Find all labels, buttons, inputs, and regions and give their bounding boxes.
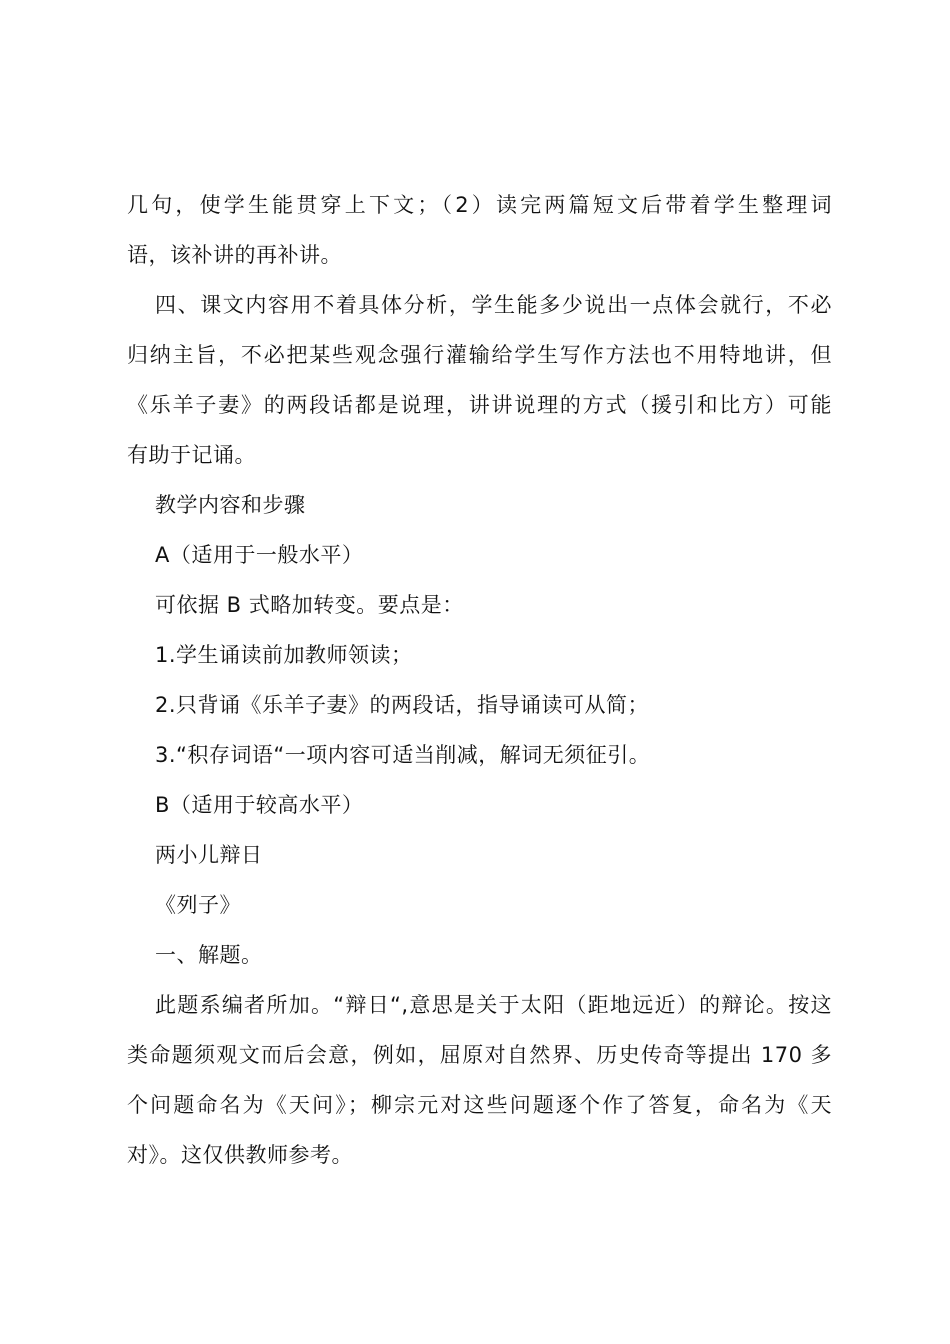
paragraph-line: 几句，使学生能贯穿上下文；（2）读完两篇短文后带着学生整理词 xyxy=(127,193,832,217)
paragraph-line: 对》。这仅供教师参考。 xyxy=(127,1143,353,1167)
paragraph-line: 《乐羊子妻》的两段话都是说理，讲讲说理的方式（援引和比方）可能 xyxy=(127,393,832,417)
lesson-source: 《列子》 xyxy=(155,893,241,917)
list-item: 2.只背诵《乐羊子妻》的两段话，指导诵读可从简； xyxy=(155,693,650,717)
paragraph-line: 此题系编者所加。“辩日“,意思是关于太阳（距地远近）的辩论。按这 xyxy=(155,993,832,1017)
subsection-heading: A（适用于一般水平） xyxy=(155,543,364,567)
paragraph-line: 语，该补讲的再补讲。 xyxy=(127,243,342,267)
paragraph-line: 四、课文内容用不着具体分析，学生能多少说出一点体会就行，不必 xyxy=(155,293,832,317)
lesson-title: 两小儿辩日 xyxy=(155,843,263,867)
list-item: 1.学生诵读前加教师领读； xyxy=(155,643,413,667)
paragraph-line: 类命题须观文而后会意，例如，屈原对自然界、历史传奇等提出 170 多 xyxy=(127,1043,832,1067)
paragraph-line: 有助于记诵。 xyxy=(127,443,256,467)
paragraph-line: 归纳主旨，不必把某些观念强行灌输给学生写作方法也不用特地讲，但 xyxy=(127,343,832,367)
subsection-heading: B（适用于较高水平） xyxy=(155,793,364,817)
document-body xyxy=(127,180,832,1180)
paragraph-line: 个问题命名为《天问》；柳宗元对这些问题逐个作了答复，命名为《天 xyxy=(127,1093,832,1117)
section-heading: 教学内容和步骤 xyxy=(155,493,306,517)
list-item: 3.“积存词语“一项内容可适当削减，解词无须征引。 xyxy=(155,743,651,767)
paragraph-line: 可依据 B 式略加转变。要点是： xyxy=(155,593,464,617)
section-heading: 一、解题。 xyxy=(155,943,263,967)
